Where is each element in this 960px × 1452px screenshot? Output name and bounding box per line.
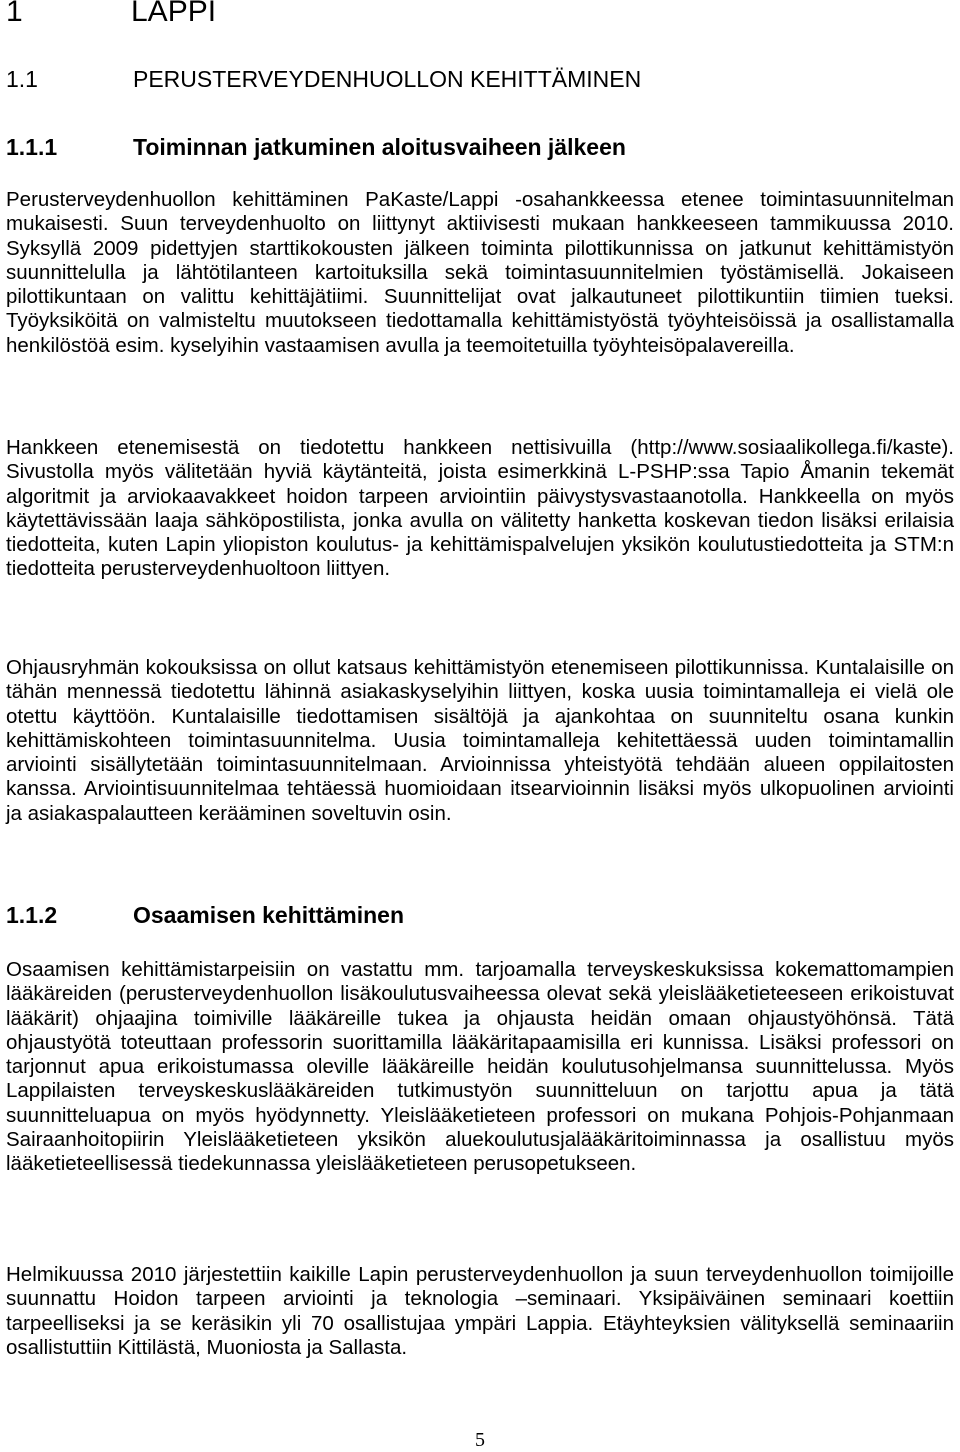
heading-level2 bbox=[6, 62, 641, 96]
heading-level2-number: 1.1 bbox=[6, 66, 38, 92]
heading-level1-title: LAPPI bbox=[131, 0, 217, 28]
heading-level3-first-number: 1.1.1 bbox=[6, 134, 58, 160]
paragraph-competence: Osaamisen kehittämistarpeisiin on vastattu mm. tarjoamalla terveyskeskuksissa kokemattomampien lääkäreiden (perusterveydenhuollon lisäkoulutusvaiheessa olevat sekä yleislääketieteeseen erikoistuvat lääkärit) ohjaajina toimiville lääkäreille tukea ja ohjausta heidän omaan ohjaustyöhönsä. Tätä ohjaustyötä toteuttaan professorin suorittamilla lääkäritapaamisilla eri kunnissa. Lisäksi professori on tarjonnut apua erikoistumassa oleville lääkäreille heidän koulutusohjelmansa suunnittelussa. Myös Lappilaisten terveyskeskuslääkäreiden tutkimustyön suunnitteluun on tarjottu apua ja tätä suunnitteluapua on myös hyödynnetty. Yleislääketieteen professori on mukana Pohjois-Pohjanmaan Sairaanhoitopiirin Yleislääketieteen yksikön aluekoulutusjalääkäritoiminnassa ja osallistuu myös lääketieteellisessä tiedekunnassa yleislääketieteen perusopetukseen. bbox=[6, 958, 954, 1176]
heading-level1-number: 1 bbox=[6, 0, 23, 28]
paragraph-progress: Perusterveydenhuollon kehittäminen PaKaste/Lappi -osahankkeessa etenee toimintasuunnitelman mukaisesti. Suun terveydenhuolto on liittynyt aktiivisesti mukaan hankkeeseen tammikuussa 2010. Syksyllä 2009 pidettyjen starttikokousten jälkeen toiminta pilottikunnissa on jatkunut kehittämistyön suunnittelulla ja lähtötilanteen kartoituksilla sekä toimintasuunnitelmien työstämisellä. Jokaiseen pilottikuntaan on valittu kehittäjätiimi. Suunnittelijat ovat jalkautuneet pilottikuntiin tiimien tueksi. Työyksiköitä on valmisteltu muutokseen tiedottamalla kehittämistyöstä työyhteisöissä ja osallistamalla henkilöstöä esim. kyselyihin vastaamisen avulla ja teemoitetuilla työyhteisöpalavereilla. bbox=[6, 188, 954, 357]
heading-level3-second bbox=[6, 898, 404, 932]
heading-level1 bbox=[6, 0, 216, 32]
paragraph-seminar: Helmikuussa 2010 järjestettiin kaikille Lapin perusterveydenhuollon ja suun terveydenhuollon toimijoille suunnattu Hoidon tarpeen arviointi ja teknologia –seminaari. Yksipäiväinen seminaari koettiin tarpeelliseksi ja se keräsikin yli 70 osallistujaa ympäri Lappia. Etäyhteyksien välityksellä seminaariin osallistuttiin Kittilästä, Muoniosta ja Sallasta. bbox=[6, 1263, 954, 1359]
heading-level2-title: PERUSTERVEYDENHUOLLON KEHITTÄMINEN bbox=[133, 66, 642, 92]
page-number: 5 bbox=[475, 1429, 485, 1451]
heading-level3-first-title: Toiminnan jatkuminen aloitusvaiheen jälkeen bbox=[133, 134, 626, 160]
heading-level3-second-title: Osaamisen kehittäminen bbox=[133, 902, 404, 928]
heading-level3-second-number: 1.1.2 bbox=[6, 902, 58, 928]
paragraph-steering-group: Ohjausryhmän kokouksissa on ollut katsaus kehittämistyön etenemiseen pilottikunnissa. Kuntalaisille on tähän mennessä tiedotettu lähinnä asiakaskyselyihin liittyen, koska uusia toimintamalleja ei vielä ole otettu käyttöön. Kuntalaisille tiedottamisen sisältöjä ja ajankohtaa on suunniteltu osana kunkin kehittämiskohteen toimintasuunnitelma. Uusia toimintamalleja kehitettäessä uuden toimintamallin arviointi sisällytetään toimintasuunnitelmaan. Arvioinnissa yhteistyötä tehdään alueen oppilaitosten kanssa. Arviointisuunnitelmaa tehtäessä huomioidaan itsearvioinnin lisäksi myös ulkopuolinen arviointi ja asiakaspalautteen kerääminen soveltuvin osin. bbox=[6, 656, 954, 825]
paragraph-communication: Hankkeen etenemisestä on tiedotettu hankkeen nettisivuilla (http://www.sosiaalikollega.fi/kaste). Sivustolla myös välitetään hyviä käytänteitä, joista esimerkkinä L-PSHP:ssa Tapio Åmanin tekemät algoritmit ja arviokaavakkeet hoidon tarpeen arviointiin päivystysvastaanotolla. Hankkeella on myös käytettävissään laaja sähköpostilista, jonka avulla on välitetty hanketta koskevan tiedon lisäksi erilaisia tiedotteita, kuten Lapin yliopiston koulutus- ja kehittämispalvelujen yksikön koulutustiedotteita ja STM:n tiedotteita perusterveydenhuoltoon liittyen. bbox=[6, 436, 954, 581]
heading-level3-first bbox=[6, 130, 626, 164]
